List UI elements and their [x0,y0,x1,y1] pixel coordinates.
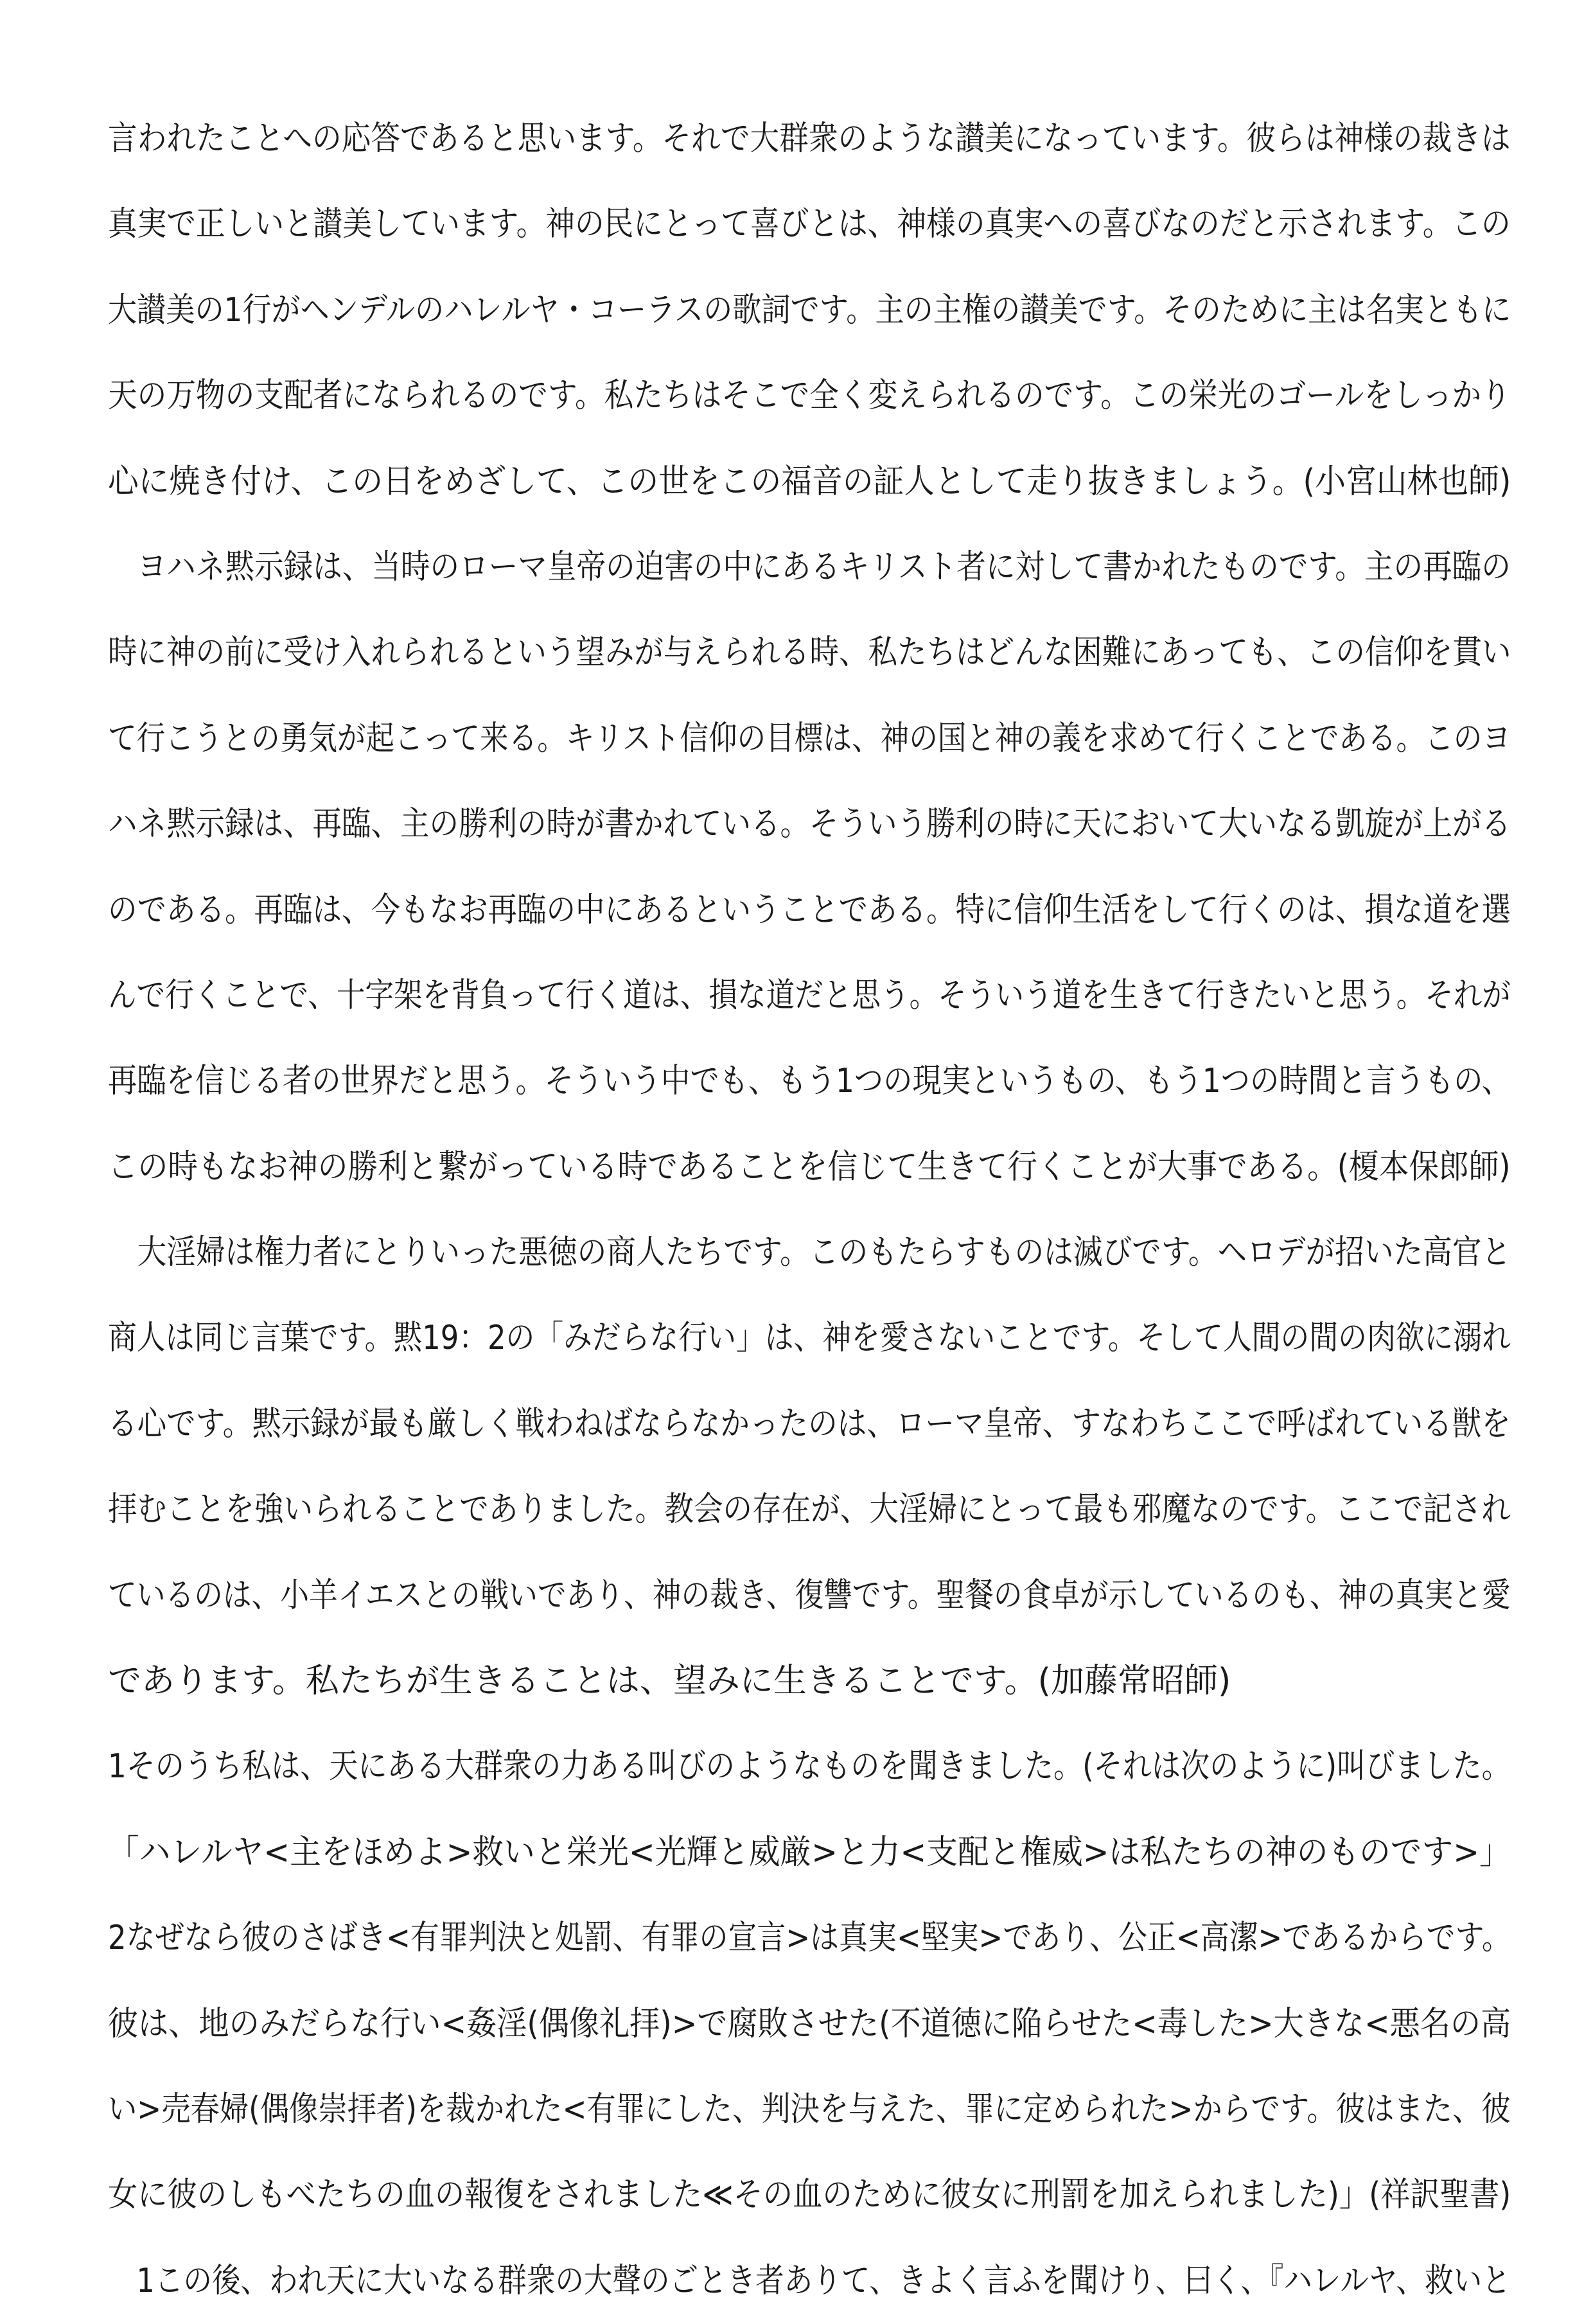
text-line: のである。再臨は、今もなお再臨の中にあるということである。特に信仰生活をして行くのは、損な道を選 [108,890,1511,929]
text-line: い>売春婦(偶像崇拝者)を裁かれた<有罪にした、判決を与えた、罪に定められた>からです。彼はまた、彼 [108,2090,1511,2129]
text-line: この時もなお神の勝利と繋がっている時であることを信じて生きて行くことが大事である。(榎本保郎師) [108,1147,1511,1186]
text-line: 彼は、地のみだらな行い<姦淫(偶像礼拝)>で腐敗させた(不道徳に陥らせた<毒した>大きな<悪名の高 [108,2004,1511,2043]
text-line: て行こうとの勇気が起こって来る。キリスト信仰の目標は、神の国と神の義を求めて行くことである。このヨ [108,719,1511,758]
text-line: 心に焼き付け、この日をめざして、この世をこの福音の証人として走り抜きましょう。(小宮山林也師) [108,462,1511,501]
text-line: 時に神の前に受け入れられるという望みが与えられる時、私たちはどんな困難にあっても、この信仰を貫い [108,633,1511,673]
text-line: 女に彼のしもべたちの血の報復をされました≪その血のために彼女に刑罰を加えられました)」(祥訳聖書) [108,2176,1511,2215]
text-line: る心です。黙示録が最も厳しく戦わねばならなかったのは、ローマ皇帝、すなわちここで呼ばれている獣を [108,1404,1511,1443]
text-line: 2なぜなら彼のさばき<有罪判決と処罰、有罪の宣言>は真実<堅実>であり、公正<高潔>であるからです。 [108,1919,1511,1958]
text-line: 商人は同じ言葉です。黙19：2の「みだらな行い」は、神を愛さないことです。そして人間の間の肉欲に溺れ [108,1319,1511,1358]
text-line: ているのは、小羊イエスとの戦いであり、神の裁き、復讐です。聖餐の食卓が示しているのも、神の真実と愛 [108,1576,1511,1615]
text-line: であります。私たちが生きることは、望みに生きることです。(加藤常昭師) [108,1662,1231,1701]
text-line: 拝むことを強いられることでありました。教会の存在が、大淫婦にとって最も邪魔なのです。ここで記され [108,1490,1511,1529]
text-line: 1この後、われ天に大いなる群衆の大聲のごとき者ありて、きよく言ふを聞けり、曰く、『ハレルヤ、救いと [108,2261,1511,2300]
text-line: 大淫婦は権力者にとりいった悪徳の商人たちです。このもたらすものは滅びです。ヘロデが招いた高官と [108,1233,1511,1272]
document-page [108,96,1511,2324]
text-line: 1そのうち私は、天にある大群衆の力ある叫びのようなものを聞きました。(それは次のように)叫びました。 [108,1747,1511,1786]
text-line: ハネ黙示録は、再臨、主の勝利の時が書かれている。そういう勝利の時に天において大いなる凱旋が上がる [108,805,1511,844]
text-line: んで行くことで、十字架を背負って行く道は、損な道だと思う。そういう道を生きて行きたいと思う。それが [108,976,1511,1015]
text-line: 「ハレルヤ<主をほめよ>救いと栄光<光輝と威厳>と力<支配と権威>は私たちの神のものです>」 [108,1833,1511,1872]
text-line: 真実で正しいと讃美しています。神の民にとって喜びとは、神様の真実への喜びなのだと示されます。この [108,205,1511,244]
text-line: 再臨を信じる者の世界だと思う。そういう中でも、もう1つの現実というもの、もう1つの時間と言うもの、 [108,1062,1511,1101]
text-line: 言われたことへの応答であると思います。それで大群衆のような讃美になっています。彼らは神様の裁きは [108,119,1511,158]
text-line: 天の万物の支配者になられるのです。私たちはそこで全く変えられるのです。この栄光のゴールをしっかり [108,376,1511,416]
text-line: 大讃美の1行がヘンデルのハレルヤ・コーラスの歌詞です。主の主権の讃美です。そのために主は名実ともに [108,290,1511,330]
text-line: ヨハネ黙示録は、当時のローマ皇帝の迫害の中にあるキリスト者に対して書かれたものです。主の再臨の [108,547,1511,586]
